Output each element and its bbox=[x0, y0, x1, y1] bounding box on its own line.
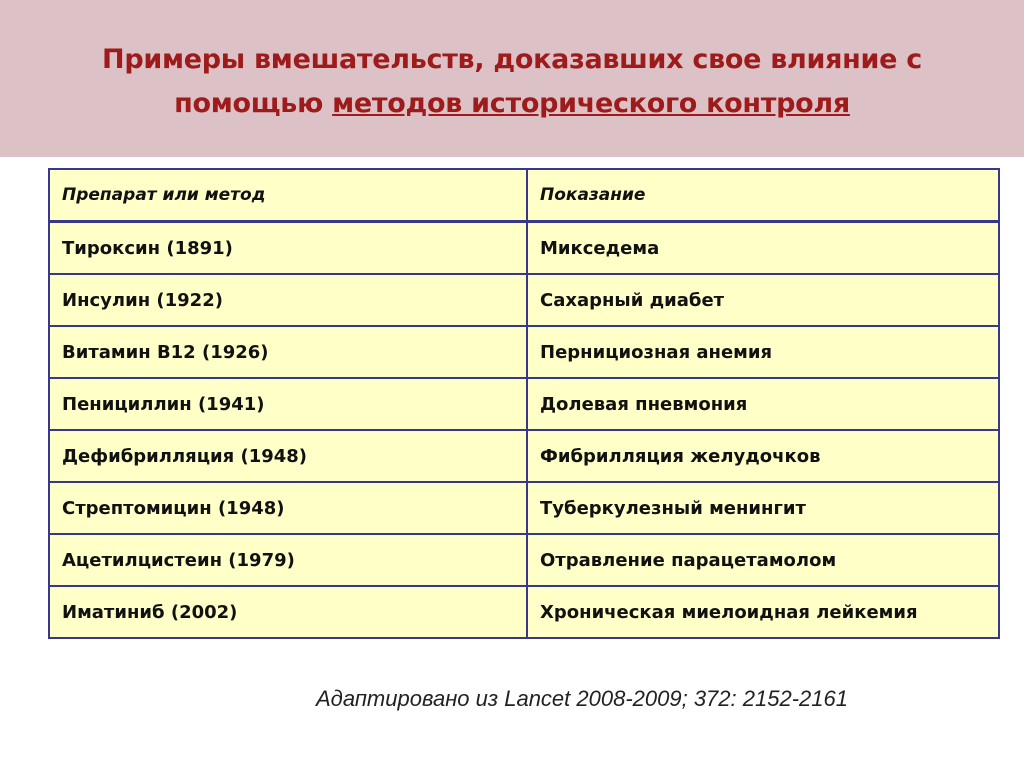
indication-cell: Отравление парацетамолом bbox=[527, 534, 999, 586]
indication-cell: Микседема bbox=[527, 222, 999, 275]
method-cell: Инсулин (1922) bbox=[49, 274, 527, 326]
interventions-table bbox=[48, 168, 1000, 639]
method-cell: Пенициллин (1941) bbox=[49, 378, 527, 430]
table-row bbox=[49, 586, 999, 638]
indication-cell: Долевая пневмония bbox=[527, 378, 999, 430]
table-row bbox=[49, 482, 999, 534]
title-line-1: Примеры вмешательств, доказавших свое влияние с bbox=[102, 44, 922, 75]
indication-cell: Туберкулезный менингит bbox=[527, 482, 999, 534]
method-cell: Дефибрилляция (1948) bbox=[49, 430, 527, 482]
source-citation: Адаптировано из Lancet 2008-2009; 372: 2152-2161 bbox=[316, 686, 848, 711]
method-cell: Витамин В12 (1926) bbox=[49, 326, 527, 378]
table-row bbox=[49, 378, 999, 430]
table-row bbox=[49, 222, 999, 275]
title-line-2-plain: помощью bbox=[174, 88, 333, 119]
indication-cell: Фибрилляция желудочков bbox=[527, 430, 999, 482]
header-indication: Показание bbox=[527, 169, 999, 222]
indication-cell: Хроническая миелоидная лейкемия bbox=[527, 586, 999, 638]
table-row bbox=[49, 326, 999, 378]
method-cell: Иматиниб (2002) bbox=[49, 586, 527, 638]
indication-cell: Пернициозная анемия bbox=[527, 326, 999, 378]
method-cell: Ацетилцистеин (1979) bbox=[49, 534, 527, 586]
title-line-2-underlined: методов исторического контроля bbox=[332, 88, 850, 119]
table-header-row bbox=[49, 169, 999, 222]
slide-title bbox=[0, 38, 1024, 126]
table-row bbox=[49, 274, 999, 326]
indication-cell: Сахарный диабет bbox=[527, 274, 999, 326]
method-cell: Тироксин (1891) bbox=[49, 222, 527, 275]
title-line-2 bbox=[0, 82, 1024, 126]
table-row bbox=[49, 430, 999, 482]
header-method: Препарат или метод bbox=[49, 169, 527, 222]
table-row bbox=[49, 534, 999, 586]
method-cell: Стрептомицин (1948) bbox=[49, 482, 527, 534]
